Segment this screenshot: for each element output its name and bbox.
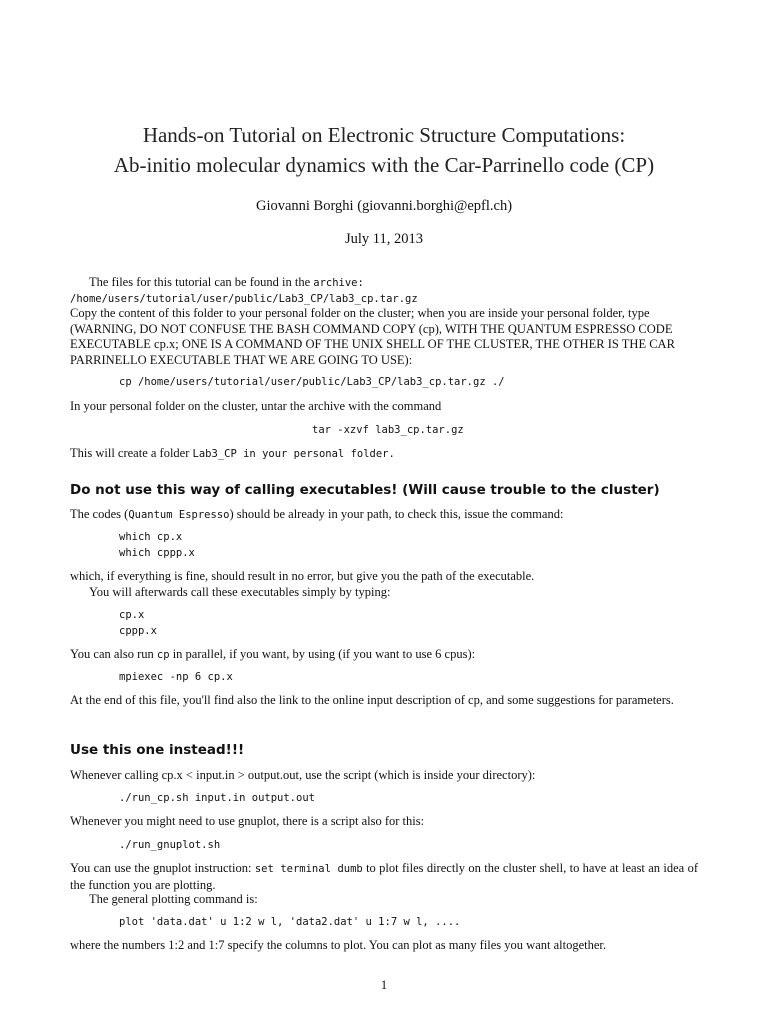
code-run-cp: ./run_cp.sh input.in output.out <box>119 792 315 804</box>
section1-paragraph-5: At the end of this file, you'll find also the link to the online input description of cp, and some suggestions for parameters. <box>70 693 674 707</box>
archive-link[interactable]: archive: <box>313 277 364 289</box>
archive-path: /home/users/tutorial/user/public/Lab3_CP/lab3_cp.tar.gz <box>70 293 418 305</box>
section2-paragraph-2: Whenever you might need to use gnuplot, there is a script also for this: <box>70 814 425 828</box>
author: Giovanni Borghi (giovanni.borghi@epfl.ch) <box>255 198 513 214</box>
title-line-1: Hands-on Tutorial on Electronic Structure Computations: <box>142 123 626 147</box>
intro-paragraph-4: This will create a folder Lab3_CP in your personal folder. <box>70 446 395 460</box>
date: July 11, 2013 <box>344 231 423 247</box>
document-title <box>70 120 698 180</box>
title-line-2: Ab-initio molecular dynamics with the Car-Parrinello code (CP) <box>113 153 655 177</box>
code-tar-command: tar -xzvf lab3_cp.tar.gz <box>312 424 464 436</box>
code-cp-command: cp /home/users/tutorial/user/public/Lab3_CP/lab3_cp.tar.gz ./ <box>119 376 505 388</box>
section1-paragraph-2: which, if everything is fine, should result in no error, but give you the path of the executable. <box>70 569 535 583</box>
section-heading-warning: Do not use this way of calling executables! (Will cause trouble to the cluster) <box>70 482 660 498</box>
section2-paragraph-4: The general plotting command is: <box>89 892 258 906</box>
code-plot-command: plot 'data.dat' u 1:2 w l, 'data2.dat' u 1:7 w l, .... <box>119 916 461 928</box>
page-number: 1 <box>380 978 388 992</box>
section2-paragraph-1: Whenever calling cp.x < input.in > output.out, use the script (which is inside your directory): <box>70 768 536 782</box>
code-executables: cp.x cppp.x <box>119 609 157 637</box>
intro-paragraph-1: The files for this tutorial can be found in the archive: <box>89 275 364 289</box>
code-run-gnuplot: ./run_gnuplot.sh <box>119 839 221 851</box>
document-page <box>70 0 698 1024</box>
intro-paragraph-2: Copy the content of this folder to your personal folder on the cluster; when you are inside your personal folder, type (WARNING, DO NOT CONFUSE THE BASH COMMAND COPY (cp), WITH THE QUANTUM ESPRESSO CODE EXECUTABLE cp.x; ONE IS A COMMAND OF THE UNIX SHELL OF THE CLUSTER, THE OTHER IS THE CAR PARRINELLO EXECUTABLE THAT WE ARE GOING TO USE): <box>70 306 675 367</box>
section-heading-use-this: Use this one instead!!! <box>70 742 245 758</box>
section1-paragraph-1: The codes (Quantum Espresso) should be already in your path, to check this, issue the command: <box>70 507 564 521</box>
code-which: which cp.x which cppp.x <box>119 531 195 559</box>
section2-paragraph-5: where the numbers 1:2 and 1:7 specify the columns to plot. You can plot as many files you want altogether. <box>70 938 607 952</box>
section2-paragraph-3: You can use the gnuplot instruction: set terminal dumb to plot files directly on the cluster shell, to have at least an idea of the function you are plotting. <box>70 861 698 892</box>
intro-paragraph-3: In your personal folder on the cluster, untar the archive with the command <box>70 399 442 413</box>
code-mpiexec: mpiexec -np 6 cp.x <box>119 671 233 683</box>
section1-paragraph-4: You can also run cp in parallel, if you want, by using (if you want to use 6 cpus): <box>70 647 476 661</box>
section1-paragraph-3: You will afterwards call these executables simply by typing: <box>89 585 391 599</box>
